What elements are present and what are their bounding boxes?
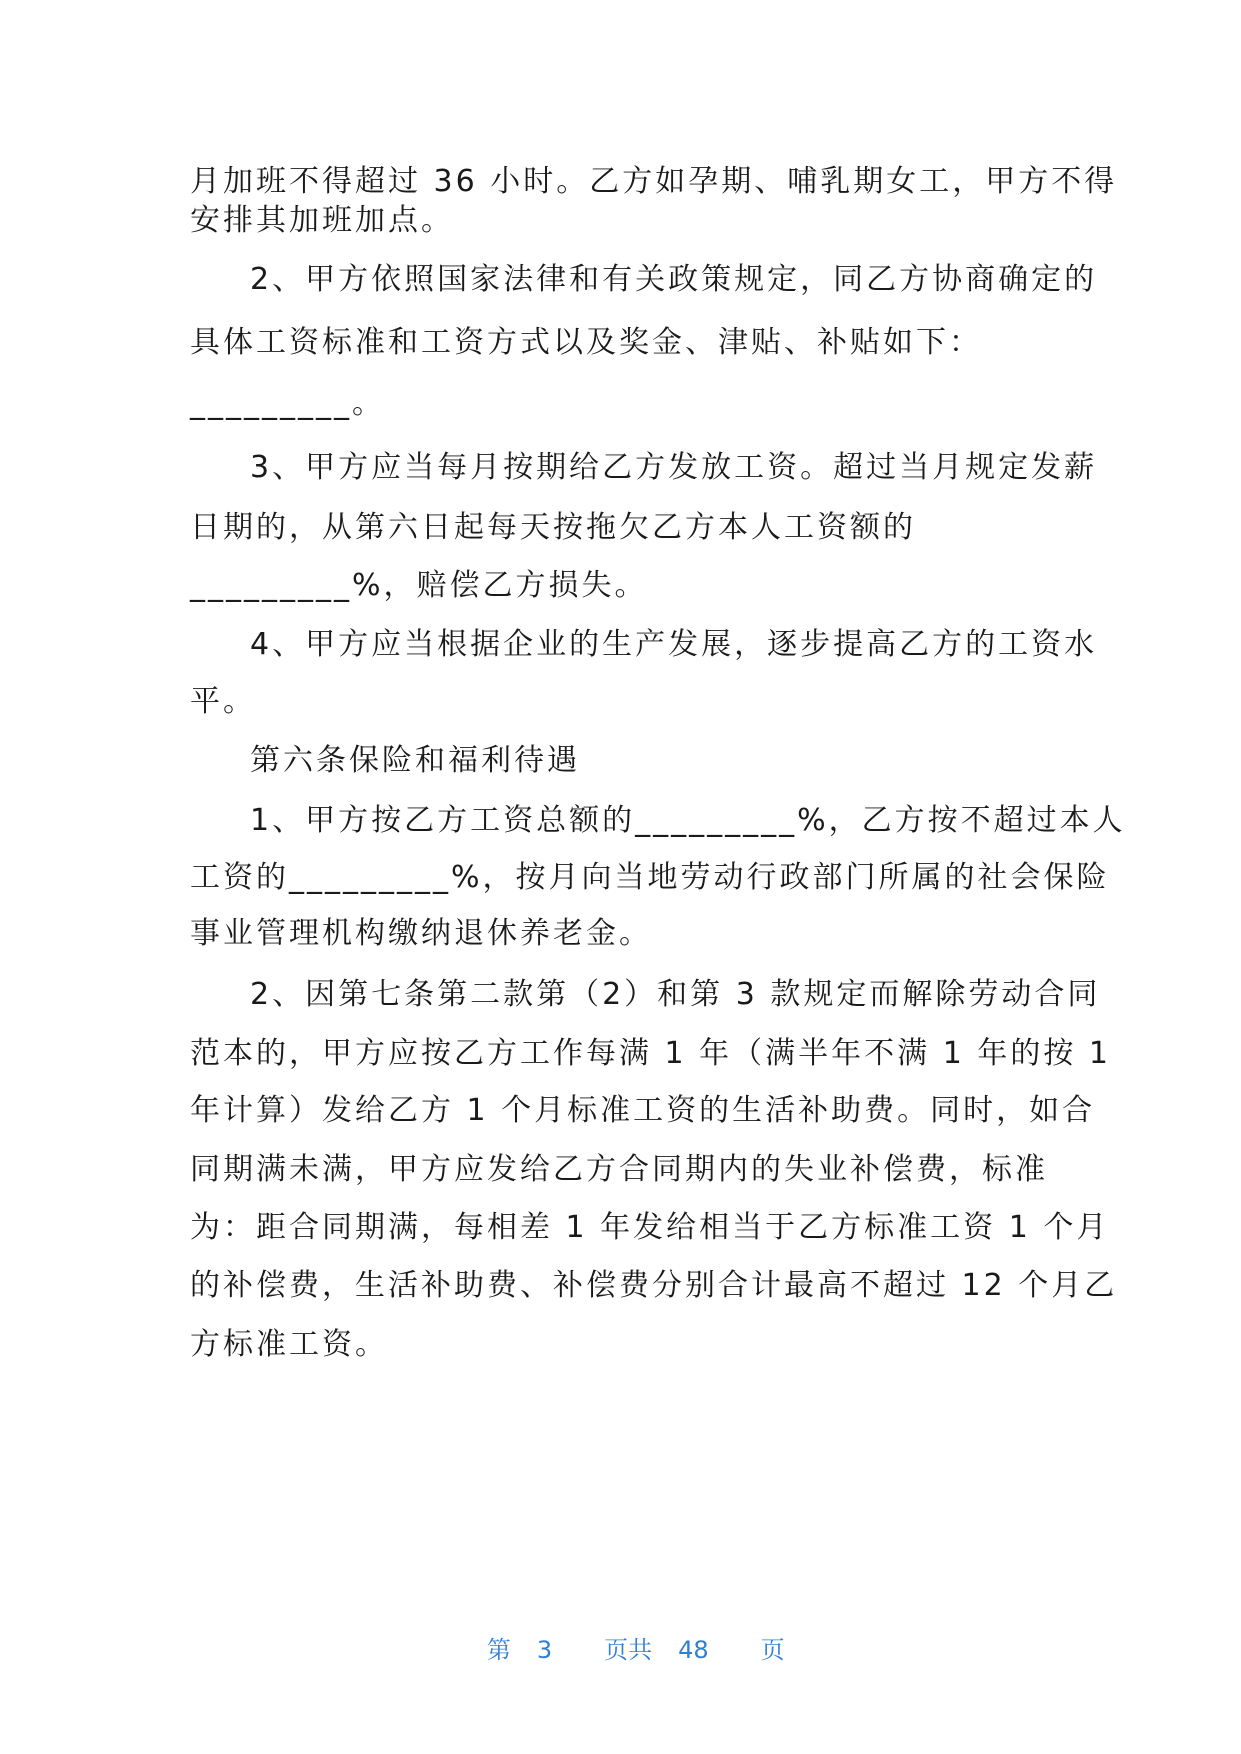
text-line: 工资的_________%，按月向当地劳动行政部门所属的社会保险 — [190, 860, 1110, 895]
text-line: 平。 — [190, 684, 256, 719]
text-line: 2、甲方依照国家法律和有关政策规定，同乙方协商确定的 — [250, 262, 1098, 297]
text-line: 事业管理机构缴纳退休养老金。 — [190, 916, 652, 951]
text-line: 方标准工资。 — [190, 1327, 388, 1362]
text-line: 范本的，甲方应按乙方工作每满 1 年（满半年不满 1 年的按 1 — [190, 1036, 1111, 1071]
blank-line: _________。 — [190, 386, 385, 421]
footer-middle: 页共 — [604, 1636, 653, 1664]
text-line: 具体工资标准和工资方式以及奖金、津贴、补贴如下： — [190, 325, 982, 360]
text-line: 月加班不得超过 36 小时。乙方如孕期、哺乳期女工，甲方不得 — [190, 164, 1118, 199]
footer-suffix: 页 — [760, 1636, 785, 1664]
text-line: 3、甲方应当每月按期给乙方发放工资。超过当月规定发薪 — [250, 450, 1098, 485]
text-line: 4、甲方应当根据企业的生产发展，逐步提高乙方的工资水 — [250, 627, 1098, 662]
text-line: 年计算）发给乙方 1 个月标准工资的生活补助费。同时，如合 — [190, 1093, 1096, 1128]
footer-page-number: 3 — [536, 1636, 553, 1664]
text-line: 1、甲方按乙方工资总额的_________%，乙方按不超过本人 — [250, 803, 1126, 838]
page-footer — [0, 1602, 1241, 1693]
text-line: 同期满未满，甲方应发给乙方合同期内的失业补偿费，标准 — [190, 1152, 1048, 1187]
blank-line: _________%，赔偿乙方损失。 — [190, 568, 648, 603]
section-heading: 第六条保险和福利待遇 — [250, 743, 580, 778]
text-line: 为：距合同期满，每相差 1 年发给相当于乙方标准工资 1 个月 — [190, 1210, 1110, 1245]
footer-total-pages: 48 — [678, 1636, 709, 1664]
text-line: 安排其加班加点。 — [190, 203, 454, 238]
text-line: 的补偿费，生活补助费、补偿费分别合计最高不超过 12 个月乙 — [190, 1268, 1118, 1303]
text-line: 2、因第七条第二款第（2）和第 3 款规定而解除劳动合同 — [250, 977, 1101, 1012]
text-line: 日期的，从第六日起每天按拖欠乙方本人工资额的 — [190, 510, 916, 545]
footer-prefix: 第 — [486, 1636, 511, 1664]
